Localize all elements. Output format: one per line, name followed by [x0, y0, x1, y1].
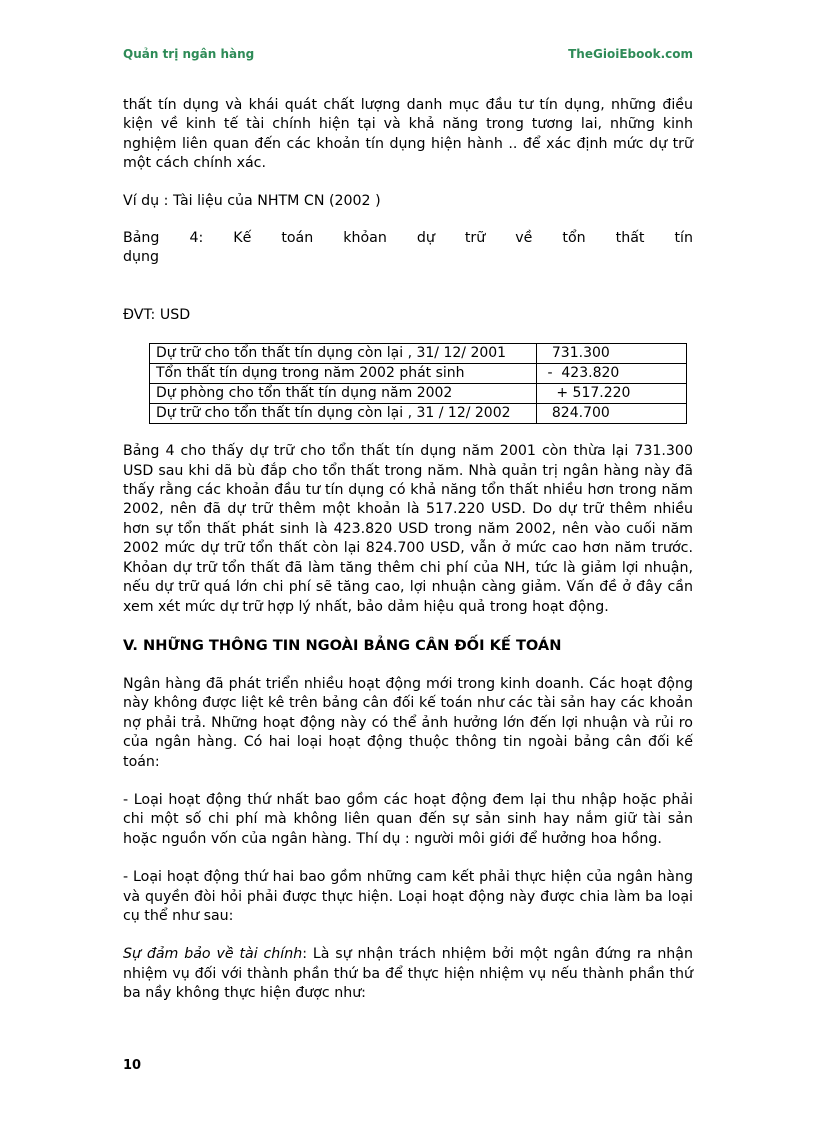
- page-content: [123, 96, 693, 1004]
- header-website: TheGioiEbook.com: [568, 47, 693, 61]
- italic-term: Sự đảm bảo về tài chính: [123, 946, 303, 963]
- paragraph-text: : Là sự nhận trách nhiệm bởi một ngân đứng ra nhận nhiệm vụ đối với thành phần thứ ba để thực hiện nhiệm vụ nếu thành phần thứ ba nầy không thực hiện được như:: [123, 946, 693, 1002]
- unit-label: ĐVT: USD: [123, 306, 191, 323]
- table-cell-label: Dự phòng cho tổn thất tín dụng năm 2002: [150, 384, 537, 404]
- page-header: [123, 47, 693, 65]
- table-cell-label: Tổn thất tín dụng trong năm 2002 phát sinh: [150, 364, 537, 384]
- table-cell-label: Dự trữ cho tổn thất tín dụng còn lại , 31/ 12/ 2001: [150, 344, 537, 364]
- paragraph: thất tín dụng và khái quát chất lượng danh mục đầu tư tín dụng, những điều kiện về kinh tế tài chính hiện tại và khả năng trong tương lai, những kinh nghiệm liên quan đến các khoản tín dụng hiện hành .. để xác định mức dự trữ một cách chính xác.: [123, 97, 693, 172]
- page-number: 10: [123, 1058, 142, 1073]
- paragraph: [123, 945, 693, 1003]
- table-row: [150, 384, 687, 404]
- table-row: [150, 344, 687, 364]
- reserve-table: [149, 343, 687, 424]
- example-line: Ví dụ : Tài liệu của NHTM CN (2002 ): [123, 192, 381, 209]
- table-cell-value: - 423.820: [537, 364, 687, 384]
- table-cell-value: + 517.220: [537, 384, 687, 404]
- paragraph: Bảng 4 cho thấy dự trữ cho tổn thất tín dụng năm 2001 còn thừa lại 731.300 USD sau khi dã bù đắp cho tổn thất trong năm. Nhà quản trị ngân hàng này đã thấy rằng các khoản đầu tư tín dụng có khả năng tổn thất nhiều hơn trong năm 2002, nên đã dự trữ thêm một khoản là 517.220 USD. Do dự trữ thêm nhiều hơn sự tổn thất phát sinh là 423.820 USD trong năm 2002, nên vào cuối năm 2002 mức dự trữ tổn thất còn lại 824.700 USD, vẫn ở mức cao hơn năm trước. Khỏan dự trữ tổn thất đã làm tăng thêm chi phí của NH, tức là giảm lợi nhuận, nếu dự trữ quá lớn chi phí sẽ tăng cao, lợi nhuận càng giảm. Vấn đề ở đây cần xem xét mức dự trữ hợp lý nhất, bảo dảm hiệu quả trong hoạt động.: [123, 443, 693, 615]
- paragraph: Ngân hàng đã phát triển nhiều hoạt động mới trong kinh doanh. Các hoạt động này không được liệt kê trên bảng cân đối kế toán như các tài sản hay các khoản nợ phải trả. Những hoạt động này có thể ảnh hưởng lớn đến lợi nhuận và rủi ro của ngân hàng. Có hai loại hoạt động thuộc thông tin ngoài bảng cân đối kế toán:: [123, 675, 693, 770]
- table-caption-continued: dụng: [123, 249, 159, 266]
- paragraph: - Loại hoạt động thứ nhất bao gồm các hoạt động đem lại thu nhập hoặc phải chi một số chi phí mà không liên quan đến sự sản sinh hay nắm giữ tài sản hoặc nguồn vốn của ngân hàng. Thí dụ : người môi giới để hưởng hoa hồng.: [123, 791, 693, 847]
- table-caption: Bảng 4: Kế toán khỏan dự trữ về tổn thất tín: [123, 230, 693, 247]
- table-row: [150, 404, 687, 424]
- table-row: [150, 364, 687, 384]
- table-cell-value: 731.300: [537, 344, 687, 364]
- table-cell-value: 824.700: [537, 404, 687, 424]
- section-heading: V. NHỮNG THÔNG TIN NGOÀI BẢNG CÂN ĐỐI KẾ TOÁN: [123, 636, 562, 654]
- table-cell-label: Dự trữ cho tổn thất tín dụng còn lại , 31 / 12/ 2002: [150, 404, 537, 424]
- header-book-title: Quản trị ngân hàng: [123, 47, 255, 61]
- paragraph: - Loại hoạt động thứ hai bao gồm những cam kết phải thực hiện của ngân hàng và quyền đòi hỏi phải được thực hiện. Loại hoạt động này được chia làm ba loại cụ thể như sau:: [123, 869, 693, 924]
